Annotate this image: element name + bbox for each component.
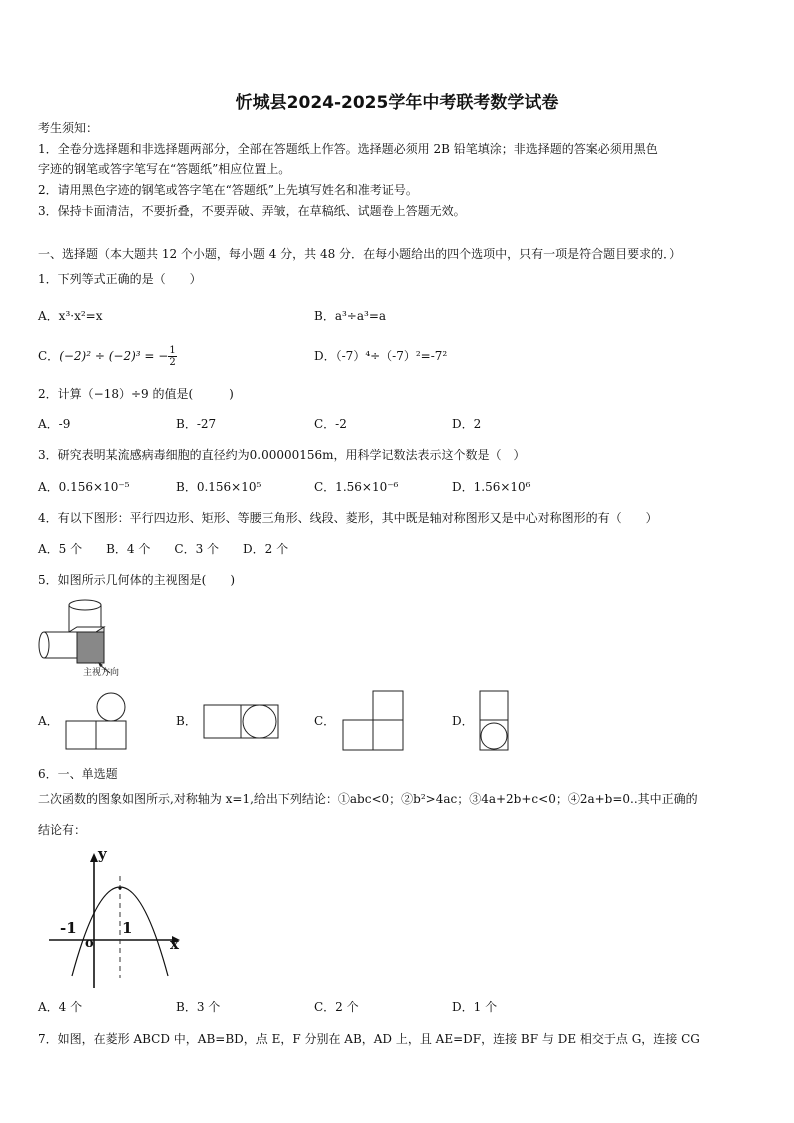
q5-option-b-figure xyxy=(203,704,279,740)
page-title: 忻城县2024-2025学年中考联考数学试卷 xyxy=(235,93,559,113)
option-label: C． xyxy=(38,349,60,363)
q6-option-c: C．2 个 xyxy=(314,1000,359,1014)
notice-item: 字迹的钢笔或答字笔写在“答题纸”相应位置上。 xyxy=(38,162,291,176)
q5-option-c-label: C． xyxy=(314,714,336,728)
q5-option-c-figure xyxy=(341,690,405,752)
question-2-stem: 2．计算（−18）÷9 的值是( ) xyxy=(38,387,234,401)
question-1-stem: 1．下列等式正确的是（ ） xyxy=(38,272,202,286)
question-5-stem: 5．如图所示几何体的主视图是( ) xyxy=(38,573,235,587)
graph-origin-label: o xyxy=(85,936,94,951)
option-expression: (−2)² ÷ (−2)³ = − xyxy=(59,349,169,363)
q2-option-c: C．-2 xyxy=(314,417,347,431)
q5-option-b-label: B． xyxy=(176,714,197,728)
q3-option-c: C．1.56×10⁻⁶ xyxy=(314,480,399,494)
q3-option-d: D．1.56×10⁶ xyxy=(452,480,531,494)
question-7-stem: 7．如图，在菱形 ABCD 中，AB=BD，点 E，F 分别在 AB，AD 上，且 AE=DF，连接 BF 与 DE 相交于点 G，连接 CG xyxy=(38,1032,700,1046)
q3-option-a: A．0.156×10⁻⁵ xyxy=(38,480,130,494)
option-label: A． xyxy=(38,309,59,323)
q6-option-b: B．3 个 xyxy=(176,1000,221,1014)
q5-option-a-figure xyxy=(64,692,128,750)
option-text: x³·x²=x xyxy=(58,309,103,323)
q6-option-a: A．4 个 xyxy=(38,1000,83,1014)
fraction-numerator: 1 xyxy=(169,344,176,356)
question-6-stem-cont: 结论有： xyxy=(38,823,87,837)
question-4-stem: 4．有以下图形：平行四边形、矩形、等腰三角形、线段、菱形，其中既是轴对称图形又是中心对称图形的有（ ） xyxy=(38,511,658,525)
notice-heading: 考生须知： xyxy=(38,121,99,135)
graph-x-label: x xyxy=(170,935,179,953)
q5-option-d-label: D． xyxy=(452,714,474,728)
q1-option-c xyxy=(38,340,177,372)
q1-option-a xyxy=(38,308,102,324)
graph-tick-neg1: -1 xyxy=(60,919,77,937)
question-3-stem: 3．研究表明某流感病毒细胞的直径约为0.00000156m，用科学记数法表示这个数是（ ） xyxy=(38,448,526,462)
q5-option-a-label: A． xyxy=(38,714,59,728)
q3-option-b: B．0.156×10⁵ xyxy=(176,480,262,494)
notice-item: 3．保持卡面清洁，不要折叠，不要弄破、弄皱，在草稿纸、试题卷上答题无效。 xyxy=(38,204,466,218)
option-text: a³÷a³=a xyxy=(334,309,387,323)
q4-options: A．5 个 B．4 个 C．3 个 D．2 个 xyxy=(38,542,289,556)
q1-option-d xyxy=(314,348,447,364)
question-6-heading: 6．一、单选题 xyxy=(38,767,118,781)
q6-option-d: D．1 个 xyxy=(452,1000,498,1014)
fraction xyxy=(168,345,176,368)
option-text: （-7）⁴÷（-7）²=-7² xyxy=(335,349,448,363)
question-6-stem: 二次函数的图象如图所示,对称轴为 x=1,给出下列结论：①abc<0；②b²>4ac；③4a+2b+c<0；④2a+b=0..其中正确的 xyxy=(38,792,698,806)
q2-option-d: D．2 xyxy=(452,417,482,431)
option-label: D． xyxy=(314,349,336,363)
notice-item: 1．全卷分选择题和非选择题两部分，全部在答题纸上作答。选择题必须用 2B 铅笔填涂；非选择题的答案必须用黑色 xyxy=(38,142,658,156)
q2-option-a: A．-9 xyxy=(38,417,71,431)
graph-tick-1: 1 xyxy=(122,919,133,937)
view-direction-label: 主视方向 xyxy=(83,668,120,678)
fraction-denominator: 2 xyxy=(169,356,176,368)
q5-option-d-figure xyxy=(479,690,509,752)
q2-option-b: B．-27 xyxy=(176,417,217,431)
option-label: B． xyxy=(314,309,335,323)
notice-item: 2．请用黑色字迹的钢笔或答字笔在“答题纸”上先填写姓名和准考证号。 xyxy=(38,183,418,197)
section-heading: 一、选择题（本大题共 12 个小题，每小题 4 分，共 48 分．在每小题给出的四个选项中，只有一项是符合题目要求的．） xyxy=(38,247,682,261)
q1-option-b xyxy=(314,308,386,324)
graph-y-label: y xyxy=(98,845,107,863)
